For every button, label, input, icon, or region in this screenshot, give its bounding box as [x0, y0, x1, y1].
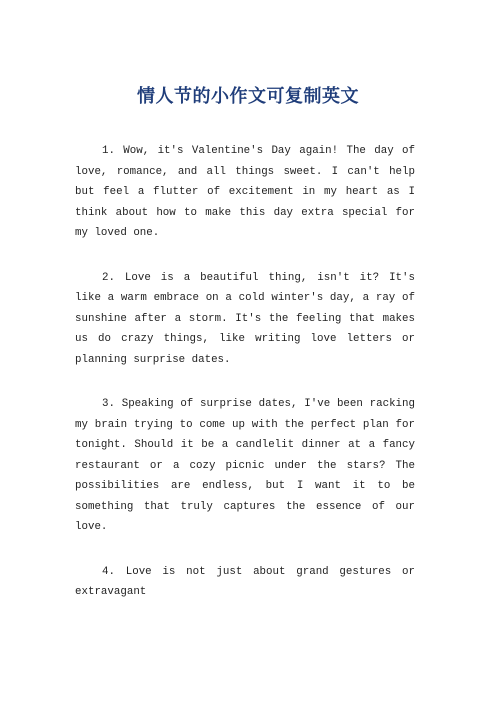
paragraph-1: 1. Wow, it's Valentine's Day again! The day of love, romance, and all things sweet. I can't help but feel a flutter of excitement in my heart as I think about how to make this day extra special for my loved one. — [75, 145, 415, 239]
paragraph-3: 3. Speaking of surprise dates, I've been racking my brain trying to come up with the perfect plan for tonight. Should it be a candlelit dinner at a fancy restaurant or a cozy picnic under the stars? The possibilities are endless, but I want it to be something that truly captures the essence of our love. — [75, 398, 415, 533]
document-title: 情人节的小作文可复制英文 — [137, 86, 359, 107]
document-body — [75, 141, 415, 627]
paragraph-2: 2. Love is a beautiful thing, isn't it? It's like a warm embrace on a cold winter's day, a ray of sunshine after a storm. It's the feeling that makes us do crazy things, like writing love letters or planning surprise dates. — [75, 271, 415, 366]
paragraph-4: 4. Love is not just about grand gestures or extravagant — [75, 565, 415, 598]
